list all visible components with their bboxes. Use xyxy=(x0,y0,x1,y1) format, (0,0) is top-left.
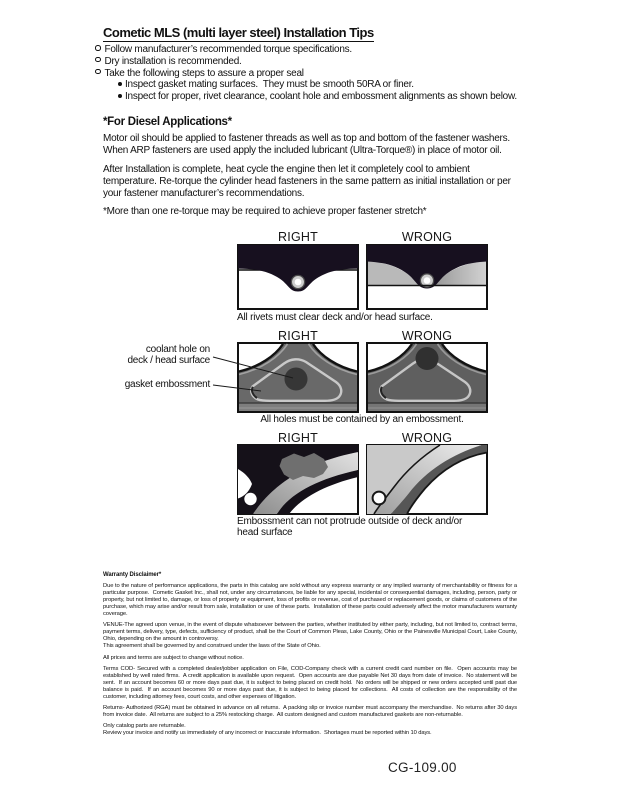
page-title: Cometic MLS (multi layer steel) Installation Tips xyxy=(103,25,374,40)
diagram-caption: All rivets must clear deck and/or head surface. xyxy=(237,312,433,323)
gasket-embossment-label: gasket embossment xyxy=(124,379,210,390)
list-item xyxy=(95,44,517,56)
bullet-text: Take the following steps to assure a proper seal xyxy=(104,67,304,79)
disclaimer-paragraph: All prices and terms are subject to change without notice. xyxy=(103,654,244,661)
bullet-text: Inspect gasket mating surfaces. They must be smooth 50RA or finer. xyxy=(125,79,414,91)
disclaimer-paragraph: This agreement shall be governed by and construed under the laws of the State of Ohio. xyxy=(103,643,321,650)
list-item xyxy=(118,79,517,91)
right-label: RIGHT xyxy=(278,329,318,343)
list-item xyxy=(95,68,517,80)
dot-bullet-icon xyxy=(118,94,122,98)
disclaimer-paragraph: Due to the nature of performance applications, the parts in this catalog are sold without any express warranty or any implied warranty of merchantability or fitness for a particular purpose. Cometic Gasket Inc., shall not, under any circumstances, be liable for any special, incidental or consequential damages, including, person, party or property, but not limited to, damage, or loss of property or equipment, loss of profits or revenue, cost of purchased or replacement goods, or claims of customers of the purchase, which may arise and/or result from sale, installation or use of these parts. Installation of these parts could adversely affect the motor manufacturers warranty coverage. xyxy=(103,583,519,618)
list-item xyxy=(95,56,517,68)
coolant-hole-label xyxy=(98,344,210,366)
disclaimer-paragraph: Terms COD- Secured with a completed dealer/jobber application on File, COD-Company check with a current credit card number on file. Open accounts may be established by well rated firms. A credit application is available upon request. Open accounts are due payable Net 30 days from date of invoice. No statement will be sent. If an account becomes 60 or more days past due, it is subject to being placed on credit hold. No orders will be shipped or new orders accepted until past due balance is paid. If an account becomes 90 or more days past due, it is subject to being placed for collections. All costs of collection are the responsibility of the customer, including attorney fees, court costs, and other expenses of litigation. xyxy=(103,665,519,700)
diagram-caption: Embossment can not protrude outside of deck and/or head surface xyxy=(237,516,463,538)
disclaimer-paragraph: Review your invoice and notify us immediately of any incorrect or inaccurate information. Shortages must be reported within 10 days. xyxy=(103,730,432,737)
circle-bullet-icon xyxy=(95,57,101,63)
coolant-hole-label-line1: coolant hole on xyxy=(145,344,210,355)
embossment-right-diagram xyxy=(237,444,359,515)
wrong-label: WRONG xyxy=(401,329,453,343)
bullet-text: Follow manufacturer’s recommended torque specifications. xyxy=(104,44,352,55)
coolant-hole-right-diagram xyxy=(237,342,359,413)
diesel-heading: *For Diesel Applications* xyxy=(103,116,232,128)
right-label: RIGHT xyxy=(278,431,318,445)
rivet-wrong-diagram xyxy=(366,244,488,310)
right-label: RIGHT xyxy=(278,230,318,244)
disclaimer-paragraph: Only catalog parts are returnable. xyxy=(103,723,186,730)
coolant-hole-wrong-diagram xyxy=(366,342,488,413)
diesel-paragraph: Motor oil should be applied to fastener threads as well as top and bottom of the fastener washers. When ARP fasteners are used apply the included lubricant (Ultra-Torque®) in place of motor oil. xyxy=(103,133,510,156)
bullet-text: Dry installation is recommended. xyxy=(104,55,242,67)
wrong-label: WRONG xyxy=(401,230,453,244)
dot-bullet-icon xyxy=(118,82,122,86)
installation-tips-list xyxy=(95,44,517,103)
page-number: CG-109.00 xyxy=(388,760,457,775)
disclaimer-paragraph: VENUE-The agreed upon venue, in the event of dispute whatsoever between the parties, whether instituted by either party, including, but not limited to, contract terms, payment terms, delivery, type, defects, sufficiency of product, shall be the Court of Common Pleas, Lake County, Ohio or the Painesville Municipal Court, Lake County, Ohio, depending on the amount in controversy. xyxy=(103,622,519,643)
bullet-text: Inspect for proper, rivet clearance, coolant hole and embossment alignments as shown below. xyxy=(125,91,517,103)
diesel-paragraph: After Installation is complete, heat cycle the engine then let it completely cool to ambient temperature. Re-torque the cylinder head fasteners in the same pattern as initial installation or per your fastener manufacturer’s recommendations. xyxy=(103,164,511,199)
warranty-disclaimer xyxy=(103,572,517,737)
disclaimer-paragraph: Returns- Authorized (RGA) must be obtained in advance on all returns. A packing slip or invoice number must accompany the merchandise. No returns after 30 days from invoice date. All returns are subject to a 25% restocking charge. All custom designed and custom manufactured gaskets are non-returnable. xyxy=(103,705,519,718)
diesel-paragraph: *More than one re-torque may be required to achieve proper fastener stretch* xyxy=(103,206,427,217)
embossment-wrong-diagram xyxy=(366,444,488,515)
circle-bullet-icon xyxy=(95,45,101,51)
circle-bullet-icon xyxy=(95,69,101,75)
rivet-right-diagram xyxy=(237,244,359,310)
list-item xyxy=(118,91,517,103)
coolant-hole-label-line2: deck / head surface xyxy=(127,355,210,366)
wrong-label: WRONG xyxy=(401,431,453,445)
diagram-caption: All holes must be contained by an embossment. xyxy=(260,414,464,425)
disclaimer-heading: Warranty Disclaimer* xyxy=(103,572,162,578)
